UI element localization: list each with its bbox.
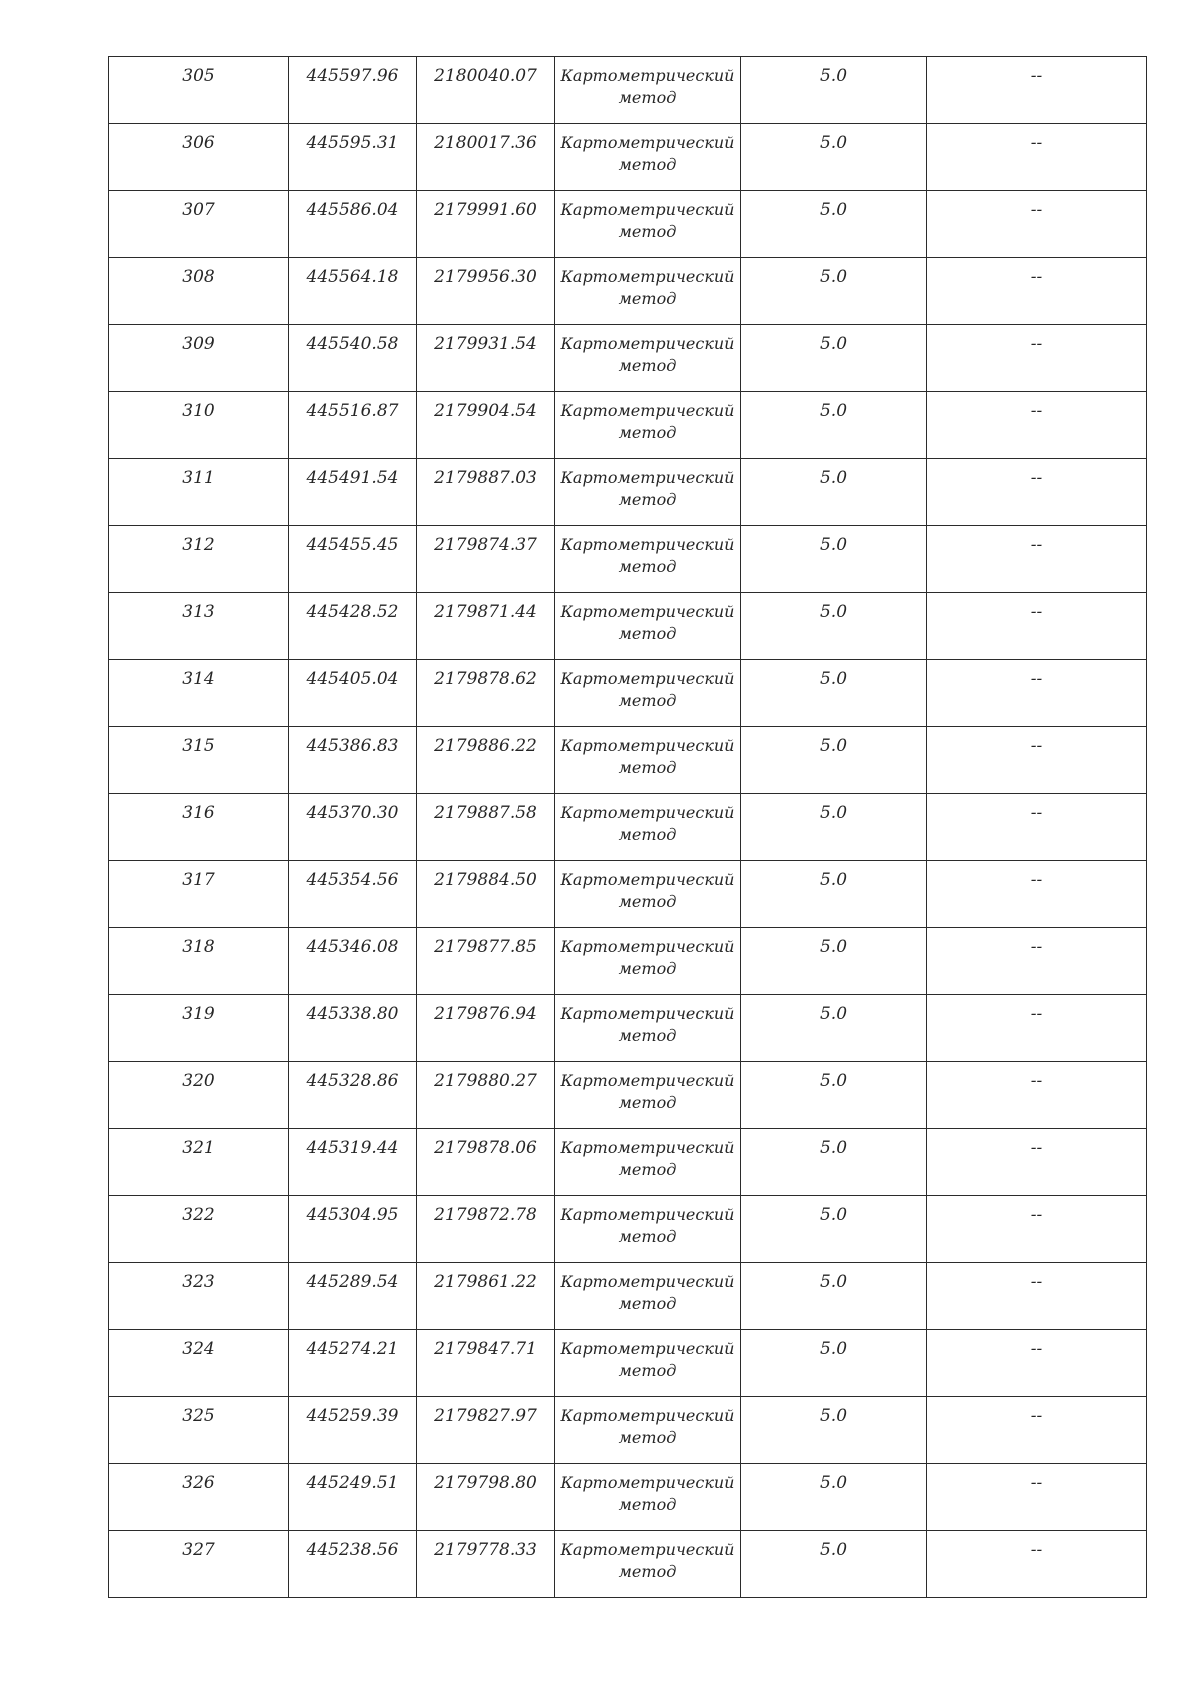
point-number-cell: 305 xyxy=(109,57,289,124)
table-row xyxy=(109,1129,1147,1196)
method-cell xyxy=(555,392,741,459)
method-text-line-1: Картометрический xyxy=(560,803,735,822)
y-coordinate-cell: 2179871.44 xyxy=(417,593,555,660)
note-cell: -- xyxy=(927,794,1147,861)
precision-cell: 5.0 xyxy=(741,794,927,861)
method-cell xyxy=(555,995,741,1062)
table-row xyxy=(109,1531,1147,1598)
table-row xyxy=(109,1397,1147,1464)
precision-cell: 5.0 xyxy=(741,1062,927,1129)
point-number-cell: 323 xyxy=(109,1263,289,1330)
x-coordinate-cell: 445491.54 xyxy=(289,459,417,526)
point-number-cell: 315 xyxy=(109,727,289,794)
note-cell: -- xyxy=(927,1464,1147,1531)
method-text-line-1: Картометрический xyxy=(560,1540,735,1559)
note-cell: -- xyxy=(927,1330,1147,1397)
x-coordinate-cell: 445405.04 xyxy=(289,660,417,727)
y-coordinate-cell: 2180040.07 xyxy=(417,57,555,124)
table-row xyxy=(109,794,1147,861)
method-text-line-1: Картометрический xyxy=(560,1406,735,1425)
x-coordinate-cell: 445274.21 xyxy=(289,1330,417,1397)
y-coordinate-cell: 2179884.50 xyxy=(417,861,555,928)
table-row xyxy=(109,995,1147,1062)
table-row xyxy=(109,325,1147,392)
point-number-cell: 310 xyxy=(109,392,289,459)
method-text-line-2: метод xyxy=(618,1562,677,1581)
y-coordinate-cell: 2180017.36 xyxy=(417,124,555,191)
precision-cell: 5.0 xyxy=(741,57,927,124)
method-cell xyxy=(555,794,741,861)
method-cell xyxy=(555,861,741,928)
point-number-cell: 319 xyxy=(109,995,289,1062)
y-coordinate-cell: 2179778.33 xyxy=(417,1531,555,1598)
y-coordinate-cell: 2179827.97 xyxy=(417,1397,555,1464)
table-row xyxy=(109,593,1147,660)
note-cell: -- xyxy=(927,258,1147,325)
method-text-line-2: метод xyxy=(618,1227,677,1246)
method-text-line-1: Картометрический xyxy=(560,200,735,219)
method-text-line-1: Картометрический xyxy=(560,133,735,152)
method-text-line-2: метод xyxy=(618,758,677,777)
note-cell: -- xyxy=(927,526,1147,593)
x-coordinate-cell: 445238.56 xyxy=(289,1531,417,1598)
method-text-line-2: метод xyxy=(618,289,677,308)
y-coordinate-cell: 2179887.58 xyxy=(417,794,555,861)
y-coordinate-cell: 2179861.22 xyxy=(417,1263,555,1330)
point-number-cell: 322 xyxy=(109,1196,289,1263)
x-coordinate-cell: 445319.44 xyxy=(289,1129,417,1196)
method-text-line-2: метод xyxy=(618,1294,677,1313)
method-text-line-1: Картометрический xyxy=(560,334,735,353)
point-number-cell: 309 xyxy=(109,325,289,392)
note-cell: -- xyxy=(927,124,1147,191)
point-number-cell: 320 xyxy=(109,1062,289,1129)
precision-cell: 5.0 xyxy=(741,1397,927,1464)
method-text-line-1: Картометрический xyxy=(560,66,735,85)
y-coordinate-cell: 2179872.78 xyxy=(417,1196,555,1263)
method-text-line-2: метод xyxy=(618,825,677,844)
precision-cell: 5.0 xyxy=(741,1196,927,1263)
x-coordinate-cell: 445249.51 xyxy=(289,1464,417,1531)
point-number-cell: 317 xyxy=(109,861,289,928)
x-coordinate-cell: 445386.83 xyxy=(289,727,417,794)
table-row xyxy=(109,1464,1147,1531)
table-row xyxy=(109,392,1147,459)
method-text-line-2: метод xyxy=(618,959,677,978)
precision-cell: 5.0 xyxy=(741,1531,927,1598)
point-number-cell: 308 xyxy=(109,258,289,325)
x-coordinate-cell: 445595.31 xyxy=(289,124,417,191)
point-number-cell: 321 xyxy=(109,1129,289,1196)
method-cell xyxy=(555,1464,741,1531)
table-row xyxy=(109,191,1147,258)
table-row xyxy=(109,1330,1147,1397)
x-coordinate-cell: 445370.30 xyxy=(289,794,417,861)
x-coordinate-cell: 445455.45 xyxy=(289,526,417,593)
method-cell xyxy=(555,727,741,794)
x-coordinate-cell: 445304.95 xyxy=(289,1196,417,1263)
method-text-line-1: Картометрический xyxy=(560,870,735,889)
method-text-line-1: Картометрический xyxy=(560,602,735,621)
point-number-cell: 325 xyxy=(109,1397,289,1464)
precision-cell: 5.0 xyxy=(741,861,927,928)
note-cell: -- xyxy=(927,1196,1147,1263)
x-coordinate-cell: 445564.18 xyxy=(289,258,417,325)
method-text-line-1: Картометрический xyxy=(560,1205,735,1224)
note-cell: -- xyxy=(927,1531,1147,1598)
precision-cell: 5.0 xyxy=(741,191,927,258)
table-row xyxy=(109,526,1147,593)
x-coordinate-cell: 445516.87 xyxy=(289,392,417,459)
method-text-line-2: метод xyxy=(618,356,677,375)
method-cell xyxy=(555,124,741,191)
method-text-line-2: метод xyxy=(618,1361,677,1380)
method-text-line-1: Картометрический xyxy=(560,401,735,420)
method-text-line-2: метод xyxy=(618,88,677,107)
note-cell: -- xyxy=(927,593,1147,660)
note-cell: -- xyxy=(927,727,1147,794)
note-cell: -- xyxy=(927,1062,1147,1129)
method-cell xyxy=(555,526,741,593)
note-cell: -- xyxy=(927,325,1147,392)
method-text-line-2: метод xyxy=(618,892,677,911)
method-cell xyxy=(555,593,741,660)
y-coordinate-cell: 2179878.06 xyxy=(417,1129,555,1196)
table-row xyxy=(109,124,1147,191)
y-coordinate-cell: 2179991.60 xyxy=(417,191,555,258)
note-cell: -- xyxy=(927,57,1147,124)
point-number-cell: 318 xyxy=(109,928,289,995)
table-row xyxy=(109,660,1147,727)
precision-cell: 5.0 xyxy=(741,928,927,995)
precision-cell: 5.0 xyxy=(741,392,927,459)
precision-cell: 5.0 xyxy=(741,1330,927,1397)
method-cell xyxy=(555,1397,741,1464)
method-text-line-1: Картометрический xyxy=(560,535,735,554)
precision-cell: 5.0 xyxy=(741,325,927,392)
method-cell xyxy=(555,57,741,124)
method-text-line-1: Картометрический xyxy=(560,1339,735,1358)
precision-cell: 5.0 xyxy=(741,660,927,727)
method-text-line-1: Картометрический xyxy=(560,1272,735,1291)
point-number-cell: 326 xyxy=(109,1464,289,1531)
y-coordinate-cell: 2179880.27 xyxy=(417,1062,555,1129)
method-text-line-2: метод xyxy=(618,1026,677,1045)
method-text-line-2: метод xyxy=(618,1428,677,1447)
table-row xyxy=(109,928,1147,995)
x-coordinate-cell: 445338.80 xyxy=(289,995,417,1062)
method-cell xyxy=(555,1531,741,1598)
point-number-cell: 324 xyxy=(109,1330,289,1397)
method-text-line-2: метод xyxy=(618,423,677,442)
precision-cell: 5.0 xyxy=(741,526,927,593)
method-text-line-1: Картометрический xyxy=(560,1473,735,1492)
method-cell xyxy=(555,1330,741,1397)
y-coordinate-cell: 2179904.54 xyxy=(417,392,555,459)
note-cell: -- xyxy=(927,1397,1147,1464)
table-row xyxy=(109,57,1147,124)
method-text-line-1: Картометрический xyxy=(560,1138,735,1157)
point-number-cell: 311 xyxy=(109,459,289,526)
precision-cell: 5.0 xyxy=(741,1464,927,1531)
method-cell xyxy=(555,325,741,392)
y-coordinate-cell: 2179886.22 xyxy=(417,727,555,794)
x-coordinate-cell: 445354.56 xyxy=(289,861,417,928)
coordinates-table xyxy=(108,56,1147,1598)
precision-cell: 5.0 xyxy=(741,995,927,1062)
y-coordinate-cell: 2179876.94 xyxy=(417,995,555,1062)
note-cell: -- xyxy=(927,660,1147,727)
x-coordinate-cell: 445597.96 xyxy=(289,57,417,124)
table-row xyxy=(109,1062,1147,1129)
note-cell: -- xyxy=(927,1129,1147,1196)
method-text-line-2: метод xyxy=(618,557,677,576)
point-number-cell: 306 xyxy=(109,124,289,191)
precision-cell: 5.0 xyxy=(741,1129,927,1196)
y-coordinate-cell: 2179956.30 xyxy=(417,258,555,325)
point-number-cell: 316 xyxy=(109,794,289,861)
method-text-line-2: метод xyxy=(618,1160,677,1179)
x-coordinate-cell: 445259.39 xyxy=(289,1397,417,1464)
x-coordinate-cell: 445586.04 xyxy=(289,191,417,258)
method-text-line-1: Картометрический xyxy=(560,1071,735,1090)
precision-cell: 5.0 xyxy=(741,1263,927,1330)
method-text-line-2: метод xyxy=(618,691,677,710)
table-row xyxy=(109,1196,1147,1263)
x-coordinate-cell: 445328.86 xyxy=(289,1062,417,1129)
y-coordinate-cell: 2179847.71 xyxy=(417,1330,555,1397)
method-text-line-2: метод xyxy=(618,155,677,174)
precision-cell: 5.0 xyxy=(741,727,927,794)
point-number-cell: 313 xyxy=(109,593,289,660)
y-coordinate-cell: 2179887.03 xyxy=(417,459,555,526)
precision-cell: 5.0 xyxy=(741,258,927,325)
y-coordinate-cell: 2179878.62 xyxy=(417,660,555,727)
precision-cell: 5.0 xyxy=(741,124,927,191)
method-text-line-2: метод xyxy=(618,490,677,509)
point-number-cell: 327 xyxy=(109,1531,289,1598)
y-coordinate-cell: 2179877.85 xyxy=(417,928,555,995)
method-text-line-1: Картометрический xyxy=(560,1004,735,1023)
table-row xyxy=(109,861,1147,928)
point-number-cell: 312 xyxy=(109,526,289,593)
method-cell xyxy=(555,1263,741,1330)
x-coordinate-cell: 445289.54 xyxy=(289,1263,417,1330)
point-number-cell: 307 xyxy=(109,191,289,258)
method-text-line-2: метод xyxy=(618,222,677,241)
method-cell xyxy=(555,258,741,325)
precision-cell: 5.0 xyxy=(741,459,927,526)
table-row xyxy=(109,727,1147,794)
method-text-line-1: Картометрический xyxy=(560,267,735,286)
note-cell: -- xyxy=(927,191,1147,258)
method-text-line-1: Картометрический xyxy=(560,468,735,487)
y-coordinate-cell: 2179931.54 xyxy=(417,325,555,392)
note-cell: -- xyxy=(927,1263,1147,1330)
x-coordinate-cell: 445428.52 xyxy=(289,593,417,660)
table-row xyxy=(109,1263,1147,1330)
method-text-line-2: метод xyxy=(618,1093,677,1112)
y-coordinate-cell: 2179798.80 xyxy=(417,1464,555,1531)
point-number-cell: 314 xyxy=(109,660,289,727)
method-cell xyxy=(555,660,741,727)
method-text-line-1: Картометрический xyxy=(560,937,735,956)
method-text-line-2: метод xyxy=(618,624,677,643)
note-cell: -- xyxy=(927,861,1147,928)
table-row xyxy=(109,459,1147,526)
note-cell: -- xyxy=(927,995,1147,1062)
precision-cell: 5.0 xyxy=(741,593,927,660)
method-text-line-2: метод xyxy=(618,1495,677,1514)
method-cell xyxy=(555,1129,741,1196)
x-coordinate-cell: 445540.58 xyxy=(289,325,417,392)
method-cell xyxy=(555,1062,741,1129)
table-row xyxy=(109,258,1147,325)
method-cell xyxy=(555,191,741,258)
method-cell xyxy=(555,459,741,526)
note-cell: -- xyxy=(927,928,1147,995)
method-cell xyxy=(555,928,741,995)
y-coordinate-cell: 2179874.37 xyxy=(417,526,555,593)
coordinates-table-body xyxy=(109,57,1147,1598)
method-text-line-1: Картометрический xyxy=(560,669,735,688)
note-cell: -- xyxy=(927,459,1147,526)
method-cell xyxy=(555,1196,741,1263)
method-text-line-1: Картометрический xyxy=(560,736,735,755)
note-cell: -- xyxy=(927,392,1147,459)
x-coordinate-cell: 445346.08 xyxy=(289,928,417,995)
